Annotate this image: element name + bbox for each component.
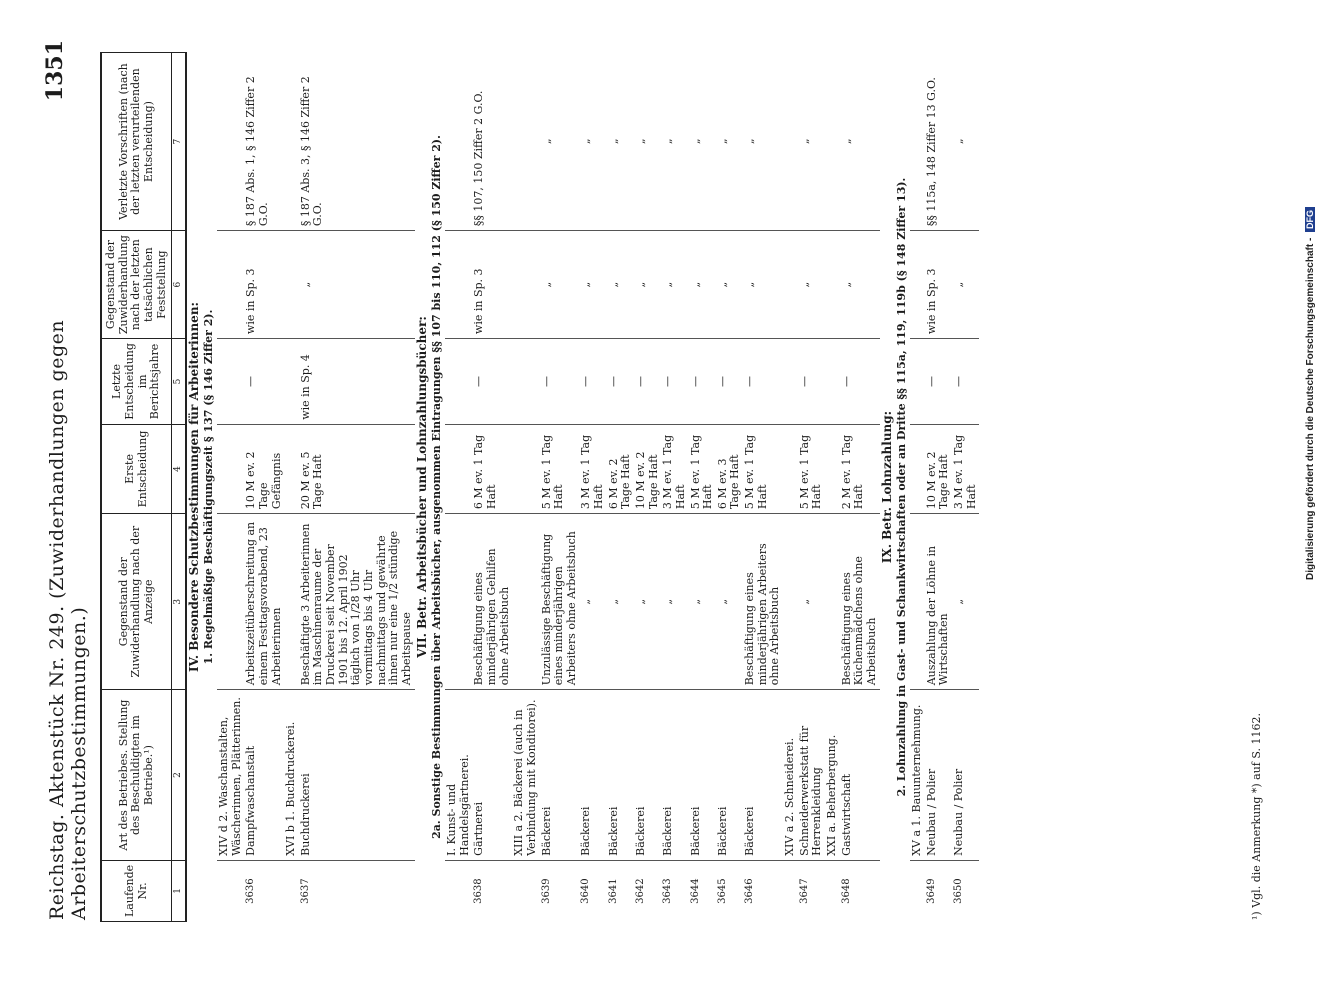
betrieb-cell: Bäckerei — [634, 690, 661, 861]
table-row — [540, 53, 580, 922]
letzte-cell: — — [798, 339, 825, 425]
erste-cell: 3 M ev. 1 Tag Haft — [952, 424, 979, 513]
feststellung-cell: „ — [299, 231, 415, 339]
letzte-cell: — — [607, 339, 634, 425]
industry-group: XIV a 2. Schneiderei. — [783, 690, 798, 861]
dfg-credit — [1305, 207, 1316, 580]
column-header-row — [101, 53, 172, 922]
feststellung-cell: „ — [840, 231, 880, 339]
table-row — [472, 53, 512, 922]
table-row — [840, 53, 880, 922]
erste-cell: 3 M ev. 1 Tag Haft — [661, 424, 688, 513]
feststellung-cell: „ — [579, 231, 606, 339]
row-number: 3642 — [635, 878, 646, 904]
gegenstand-cell: „ — [689, 514, 716, 690]
gegenstand-cell: Beschäftigung eines Küchenmädchens ohne Arbeitsbuch — [840, 514, 880, 690]
col-header-feststellung: Gegenstand der Zuwiderhandlung nach der letzten tatsächlichen Feststellung — [101, 231, 172, 339]
section-heading: IX. Betr. Lohnzahlung: — [879, 410, 894, 564]
col-header-gegenstand: Gegenstand der Zuwiderhandlung nach der Anzeige — [101, 514, 172, 690]
gegenstand-cell: Beschäftigte 3 Arbeiterinnen im Maschinenraume der Druckerei seit November 1901 bis 12. April 1902 täglich von 1/28 Uhr vormittags bis 4 Uhr nachmittags und gewährte ihnen nur eine 1/2 stündige Arbeitspause — [299, 514, 415, 690]
subsection-heading: 2a. Sonstige Bestimmungen über Arbeitsbücher, ausgenommen Eintragungen §§ 107 bis 110, 112 (§ 150 Ziffer 2). — [430, 135, 444, 839]
running-title: Reichstag. Aktenstück Nr. 249. (Zuwiderhandlungen gegen Arbeiterschutzbestimmungen.) — [46, 319, 90, 920]
letzte-cell: — — [634, 339, 661, 425]
industry-group: I. Kunst- und Handelsgärtnerei. — [445, 690, 472, 861]
letzte-cell: — — [743, 339, 783, 425]
violations-table — [100, 52, 979, 922]
vorschriften-cell: „ — [579, 53, 606, 231]
letzte-cell: — — [840, 339, 880, 425]
industry-group: XV a 1. Bauunternehmung. — [910, 690, 925, 861]
erste-cell: 6 M ev. 1 Tag Haft — [472, 424, 512, 513]
table-row — [716, 53, 743, 922]
row-number: 3639 — [540, 878, 552, 904]
gegenstand-cell: „ — [798, 514, 825, 690]
col-number: 1 — [172, 860, 186, 921]
table-row — [952, 53, 979, 922]
row-number: 3637 — [299, 878, 311, 904]
gegenstand-cell: Beschäftigung eines minderjährigen Gehilfen ohne Arbeitsbuch — [472, 514, 512, 690]
row-number: 3646 — [744, 878, 756, 904]
col-header-nr: Laufende Nr. — [101, 860, 172, 921]
row-number: 3649 — [925, 878, 937, 904]
letzte-cell: wie in Sp. 4 — [299, 339, 415, 425]
section-heading: IV. Besondere Schutzbestimmungen für Arbeiterinnen: — [186, 302, 201, 672]
table-row — [925, 53, 952, 922]
betrieb-cell: Bäckerei — [689, 690, 716, 861]
col-number: 6 — [172, 231, 186, 339]
row-number: 3648 — [840, 878, 852, 904]
col-header-betrieb: Art des Betriebes. Stellung des Beschuldigten im Betriebe.¹) — [101, 690, 172, 861]
col-header-vorschriften: Verletzte Vorschriften (nach der letzten verurteilenden Entscheidung) — [101, 53, 172, 231]
erste-cell: 20 M ev. 5 Tage Haft — [299, 424, 415, 513]
betrieb-cell: Bäckerei — [743, 690, 783, 861]
feststellung-cell: „ — [716, 231, 743, 339]
erste-cell: 10 M ev. 2 Tage Haft — [634, 424, 661, 513]
section-heading: VII. Betr. Arbeitsbücher und Lohnzahlungsbücher: — [414, 316, 429, 658]
col-header-letzte: Letzte Entscheidung im Berichtsjahre — [101, 339, 172, 425]
letzte-cell: — — [244, 339, 284, 425]
row-number: 3644 — [689, 878, 701, 904]
feststellung-cell: „ — [952, 231, 979, 339]
vorschriften-cell: „ — [607, 53, 634, 231]
column-number-row — [172, 53, 186, 922]
subsection-heading: 1. Regelmäßige Beschäftigungszeit § 137 (§ 146 Ziffer 2). — [202, 309, 216, 665]
letzte-cell: — — [689, 339, 716, 425]
feststellung-cell: wie in Sp. 3 — [472, 231, 512, 339]
vorschriften-cell: § 187 Abs. 3, § 146 Ziffer 2 G.O. — [299, 53, 415, 231]
dfg-credit-text: Digitalisierung gefördert durch die Deutsche Forschungsgemeinschaft - — [1305, 237, 1316, 580]
col-number: 5 — [172, 339, 186, 425]
col-number: 3 — [172, 514, 186, 690]
table-row — [579, 53, 606, 922]
industry-group: XIII a 2. Bäckerei (auch in Verbindung mit Konditorei). — [512, 690, 539, 861]
betrieb-cell: Bäckerei — [661, 690, 688, 861]
vorschriften-cell: §§ 115a, 148 Ziffer 13 G.O. — [925, 53, 952, 231]
betrieb-cell: Bäckerei — [716, 690, 743, 861]
erste-cell: 5 M ev. 1 Tag Haft — [743, 424, 783, 513]
gegenstand-cell: Beschäftigung eines minderjährigen Arbeiters ohne Arbeitsbuch — [743, 514, 783, 690]
feststellung-cell: „ — [798, 231, 825, 339]
industry-group: XIV d 2. Waschanstalten, Wäscherinnen, Plätterinnen. — [217, 690, 244, 861]
gegenstand-cell: „ — [634, 514, 661, 690]
row-number: 3643 — [662, 878, 674, 904]
erste-cell: 6 M ev. 3 Tage Haft — [716, 424, 743, 513]
col-header-erste: Erste Entscheidung — [101, 424, 172, 513]
feststellung-cell: „ — [743, 231, 783, 339]
row-number: 3645 — [716, 878, 728, 904]
footnote: ¹) Vgl. die Anmerkung *) auf S. 1162. — [1250, 713, 1263, 920]
vorschriften-cell: § 187 Abs. 1, § 146 Ziffer 2 G.O. — [244, 53, 284, 231]
betrieb-cell: Gastwirtschaft — [840, 690, 880, 861]
gegenstand-cell: Unzulässige Beschäftigung eines minderjährigen Arbeiters ohne Arbeitsbuch — [540, 514, 580, 690]
feststellung-cell: „ — [540, 231, 580, 339]
letzte-cell: — — [472, 339, 512, 425]
col-number: 4 — [172, 424, 186, 513]
gegenstand-cell: Auszahlung der Löhne in Wirtschaften — [925, 514, 952, 690]
page-header — [40, 40, 90, 920]
row-number: 3647 — [798, 878, 810, 904]
betrieb-cell: Neubau / Polier — [925, 690, 952, 861]
letzte-cell: — — [661, 339, 688, 425]
dfg-logo: DFG — [1305, 207, 1315, 232]
betrieb-cell: Bäckerei — [540, 690, 580, 861]
letzte-cell: — — [925, 339, 952, 425]
erste-cell: 5 M ev. 1 Tag Haft — [689, 424, 716, 513]
table-row — [634, 53, 661, 922]
table-row — [299, 53, 415, 922]
industry-group: XXI a. Beherbergung. — [825, 690, 840, 861]
erste-cell: 6 M ev. 2 Tage Haft — [607, 424, 634, 513]
row-number: 3640 — [580, 878, 592, 904]
vorschriften-cell: „ — [540, 53, 580, 231]
letzte-cell: — — [540, 339, 580, 425]
table-row — [743, 53, 783, 922]
betrieb-cell: Bäckerei — [579, 690, 606, 861]
table-row — [798, 53, 825, 922]
table-row — [661, 53, 688, 922]
table-row — [689, 53, 716, 922]
vorschriften-cell: „ — [661, 53, 688, 231]
betrieb-cell: Schneiderwerkstatt für Herrenkleidung — [798, 690, 825, 861]
feststellung-cell: „ — [661, 231, 688, 339]
industry-group: XVI b 1. Buchdruckerei. — [284, 690, 299, 861]
gegenstand-cell: „ — [716, 514, 743, 690]
feststellung-cell: wie in Sp. 3 — [244, 231, 284, 339]
vorschriften-cell: „ — [840, 53, 880, 231]
row-number: 3641 — [607, 878, 619, 904]
subsection-heading: 2. Lohnzahlung in Gast- und Schankwirtschaften oder an Dritte §§ 115a, 119, 119b (§ 148 Ziffer 13). — [895, 177, 909, 797]
erste-cell: 2 M ev. 1 Tag Haft — [840, 424, 880, 513]
letzte-cell: — — [579, 339, 606, 425]
betrieb-cell: Gärtnerei — [472, 690, 512, 861]
erste-cell: 5 M ev. 1 Tag Haft — [540, 424, 580, 513]
vorschriften-cell: „ — [743, 53, 783, 231]
erste-cell: 5 M ev. 1 Tag Haft — [798, 424, 825, 513]
gegenstand-cell: „ — [607, 514, 634, 690]
table-row — [244, 53, 284, 922]
letzte-cell: — — [716, 339, 743, 425]
betrieb-cell: Neubau / Polier — [952, 690, 979, 861]
letzte-cell: — — [952, 339, 979, 425]
betrieb-cell: Buchdruckerei — [299, 690, 415, 861]
gegenstand-cell: „ — [579, 514, 606, 690]
page-number: 1351 — [42, 40, 68, 102]
gegenstand-cell: „ — [661, 514, 688, 690]
vorschriften-cell: „ — [634, 53, 661, 231]
vorschriften-cell: „ — [689, 53, 716, 231]
vorschriften-cell: „ — [716, 53, 743, 231]
vorschriften-cell: „ — [798, 53, 825, 231]
erste-cell: 10 M ev. 2 Tage Gefängnis — [244, 424, 284, 513]
feststellung-cell: „ — [689, 231, 716, 339]
vorschriften-cell: §§ 107, 150 Ziffer 2 G.O. — [472, 53, 512, 231]
vorschriften-cell: „ — [952, 53, 979, 231]
feststellung-cell: „ — [634, 231, 661, 339]
gegenstand-cell: Arbeitszeitüberschreitung an einem Festtagsvorabend, 23 Arbeiterinnen — [244, 514, 284, 690]
row-number: 3638 — [473, 878, 485, 904]
erste-cell: 3 M ev. 1 Tag Haft — [579, 424, 606, 513]
feststellung-cell: wie in Sp. 3 — [925, 231, 952, 339]
row-number: 3636 — [245, 878, 257, 904]
feststellung-cell: „ — [607, 231, 634, 339]
row-number: 3650 — [952, 878, 964, 904]
table-row — [607, 53, 634, 922]
betrieb-cell: Bäckerei — [607, 690, 634, 861]
betrieb-cell: Dampfwaschanstalt — [244, 690, 284, 861]
col-number: 2 — [172, 690, 186, 861]
col-number: 7 — [172, 53, 186, 231]
erste-cell: 10 M ev. 2 Tage Haft — [925, 424, 952, 513]
gegenstand-cell: „ — [952, 514, 979, 690]
